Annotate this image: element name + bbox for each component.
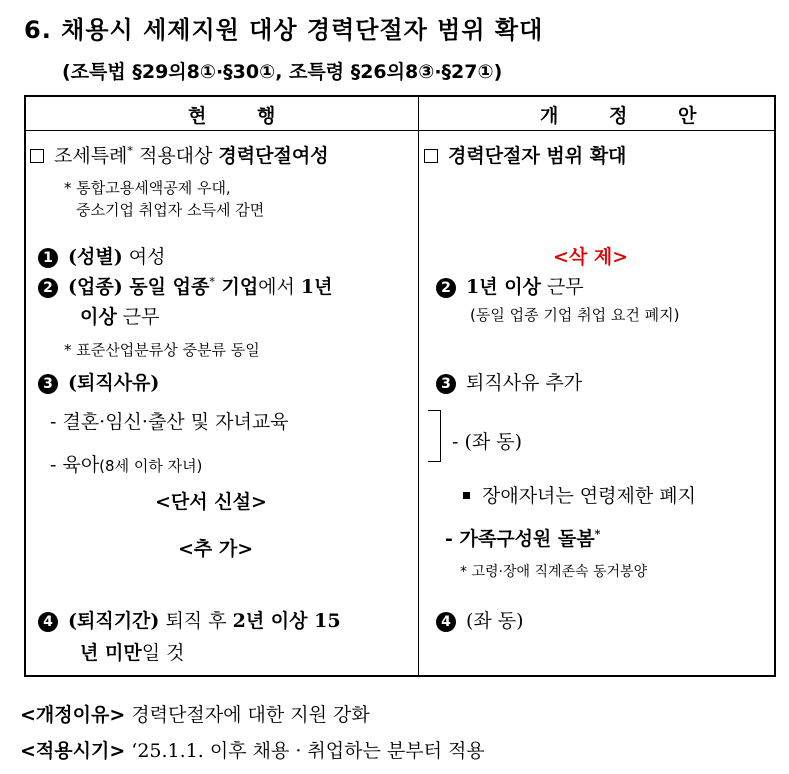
proposed-item3 [436, 368, 582, 395]
current-item1 [38, 242, 165, 269]
timing-label: <적용시기> [20, 740, 126, 762]
proposed-heading-text: 경력단절자 범위 확대 [448, 145, 627, 167]
number-2-icon: 2 [38, 278, 58, 298]
current-dash2-pre: - 육아 [50, 454, 100, 476]
current-note2: * 표준산업분류상 중분류 동일 [64, 341, 260, 359]
reason-row [20, 700, 370, 727]
number-4-icon: 4 [38, 612, 58, 632]
footnote-mark: * [209, 275, 215, 289]
current-item1-text: 여성 [122, 246, 166, 268]
checkbox-icon [424, 149, 438, 163]
current-dash2-post: (8세 이하 자녀) [99, 457, 203, 475]
checkbox-icon [30, 149, 44, 163]
current-item2-label: (업종) 동일 업종 [68, 276, 210, 298]
proposed-disabled-text: 장애자녀는 연령제한 폐지 [482, 485, 696, 507]
proposed-item4 [436, 606, 524, 633]
current-item1-label: (성별) [68, 246, 123, 268]
current-item4-bold2: 2년 이상 15 [232, 610, 341, 632]
footnote-mark: * [127, 144, 133, 158]
current-item4-line2 [80, 638, 184, 665]
current-dash1: - 결혼·임신·출산 및 자녀교육 [50, 411, 289, 433]
proposed-item2-bold: 1년 이상 [466, 276, 541, 298]
proposed-item2-text: 근무 [540, 276, 584, 298]
proposed-same1: - (좌 동) [452, 431, 523, 453]
proposed-deleted: <삭 제> [553, 246, 629, 268]
footnote-mark: * [594, 527, 601, 541]
current-item2-line2 [80, 302, 159, 329]
current-heading [30, 141, 329, 168]
current-dash2 [50, 450, 202, 477]
current-heading-bold: 경력단절여성 [218, 145, 329, 167]
current-item2-line2-text: 근무 [116, 306, 160, 328]
proposed-item3-text: 퇴직사유 추가 [466, 372, 583, 394]
current-item3 [38, 368, 159, 395]
number-3-icon: 3 [436, 374, 456, 394]
header-current: 현 행 [188, 105, 298, 127]
current-new-single: <단서 신설> [155, 491, 267, 513]
current-item2-bold2: 1년 [300, 276, 333, 298]
square-bullet-icon [463, 492, 470, 499]
table-column-divider [418, 95, 419, 677]
current-item2-line2-bold: 이상 [80, 306, 117, 328]
proposed-item2-note: (동일 업종 기업 취업 요건 폐지) [470, 306, 680, 324]
current-item3-label: (퇴직사유) [68, 372, 160, 394]
number-4-icon: 4 [436, 612, 456, 632]
proposed-item4-text: (좌 동) [466, 610, 524, 632]
table-header-divider [24, 130, 776, 131]
legal-reference: (조특법 §29의8①·§30①, 조특령 §26의8③·§27①) [62, 61, 503, 83]
current-item4-mid: 퇴직 후 [159, 610, 233, 632]
proposed-disabled [463, 481, 696, 508]
page-title: 6. 채용시 세제지원 대상 경력단절자 범위 확대 [24, 16, 544, 44]
current-item4-line2-bold: 년 미만 [80, 642, 142, 664]
timing-row [20, 736, 485, 763]
reason-text: 경력단절자에 대한 지원 강화 [125, 704, 370, 726]
current-item2-tail: 에서 [258, 276, 301, 298]
number-3-icon: 3 [38, 374, 58, 394]
number-2-icon: 2 [436, 278, 456, 298]
timing-text: ‘25.1.1. 이후 채용 · 취업하는 분부터 적용 [125, 740, 485, 762]
current-heading-mid: 적용대상 [132, 145, 219, 167]
proposed-family-note: * 고령·장애 직계존속 동거봉양 [460, 564, 648, 580]
reason-label: <개정이유> [20, 704, 126, 726]
proposed-heading [424, 141, 626, 168]
current-addition: <추 가> [178, 538, 254, 560]
number-1-icon: 1 [38, 248, 58, 268]
current-item2 [38, 272, 333, 299]
bracket-line [428, 410, 441, 462]
current-note1-line2: 중소기업 취업자 소득세 감면 [76, 201, 265, 219]
current-heading-prefix: 조세특례 [54, 145, 128, 167]
current-item4-line2-text: 일 것 [141, 642, 185, 664]
header-proposed: 개 정 안 [540, 105, 719, 127]
current-item4 [38, 606, 341, 633]
current-note1-line1: * 통합고용세액공제 우대, [64, 179, 231, 197]
proposed-family-care [445, 524, 600, 551]
current-item4-label: (퇴직기간) [68, 610, 160, 632]
proposed-family-care-text: - 가족구성원 돌봄 [445, 528, 595, 550]
proposed-item2 [436, 272, 584, 299]
current-item2-mid: 기업 [214, 276, 259, 298]
